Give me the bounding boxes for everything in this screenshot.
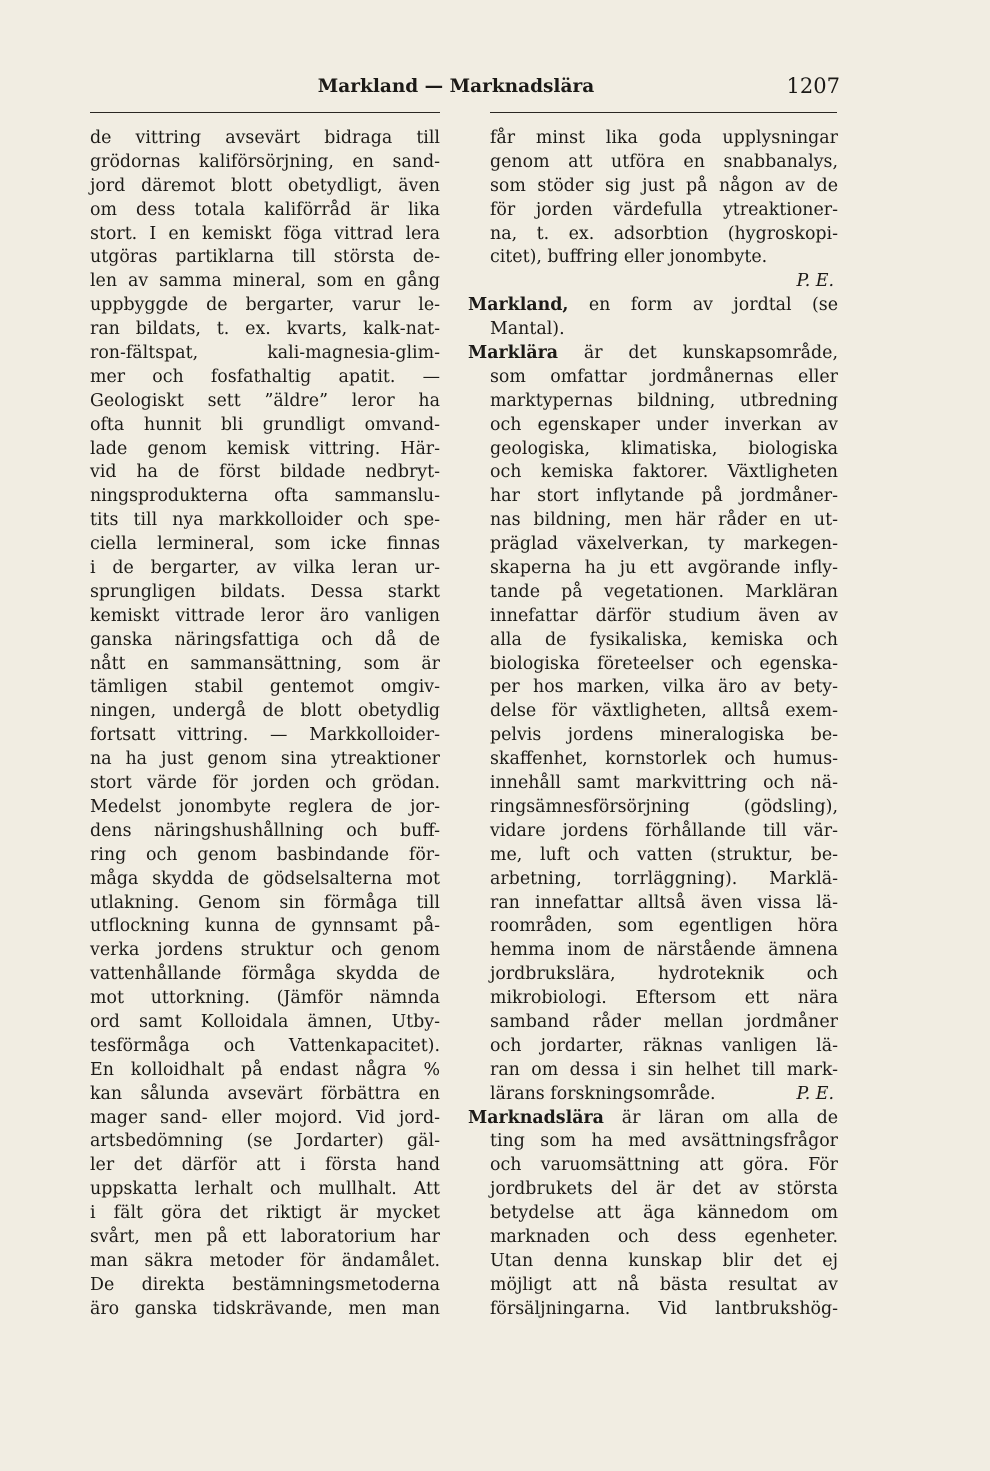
text-line: uppbyggde de bergarter, varur le-: [90, 295, 440, 316]
text-line: nas bildning, men här råder en ut-: [490, 510, 838, 531]
text-line: jord däremot blott obetydligt, även: [90, 175, 440, 196]
text-line: präglad växelverkan, ty markegen-: [490, 534, 838, 555]
text-line: utlakning. Genom sin förmåga till: [90, 892, 440, 913]
text-line: i fält göra det riktigt är mycket: [90, 1203, 440, 1224]
text-line: stort värde för jorden och grödan.: [90, 773, 440, 794]
text-line: har stort inflytande på jordmåner-: [490, 486, 838, 507]
text-line: delse för växtligheten, alltså exem-: [490, 701, 838, 722]
text-line: biologiska företeelser och egenska-: [490, 653, 838, 674]
text-line: ron-fältspat, kali-magnesia-glim-: [90, 343, 440, 364]
text-line: och kemiska faktorer. Växtligheten: [490, 462, 838, 483]
text-line: me, luft och vatten (struktur, be-: [490, 844, 838, 865]
text-line: som stöder sig just på någon av de: [490, 175, 838, 196]
text-line: dens näringshushållning och buff-: [90, 820, 440, 841]
text-line: fortsatt vittring. — Markkolloider-: [90, 725, 440, 746]
text-line: tande på vegetationen. Markläran: [490, 581, 838, 602]
text-line: och jordarter, räknas vanligen lä-: [490, 1035, 838, 1056]
text-line: ler det därför att i första hand: [90, 1155, 440, 1176]
text-line: i de bergarter, av vilka leran ur-: [90, 558, 440, 579]
entry-marklara: [468, 342, 838, 1107]
text-line: De direkta bestämningsmetoderna: [90, 1274, 440, 1295]
text-line: artsbedömning (se Jordarter) gäl-: [90, 1131, 440, 1152]
text-line: uppskatta lerhalt och mullhalt. Att: [90, 1179, 440, 1200]
entry-first-line: Marklära är det kunskapsområde,: [468, 343, 838, 364]
text-line: skaperna ha ju ett avgörande infly-: [490, 558, 838, 579]
text-line: och egenskaper under inverkan av: [490, 414, 838, 435]
text-line: skaffenhet, kornstorlek och humus-: [490, 749, 838, 770]
text-line: vidare jordens förhållande till vär-: [490, 820, 838, 841]
text-line: de vittring avsevärt bidraga till: [90, 128, 440, 148]
text-line: vattenhållande förmåga skydda de: [90, 964, 440, 985]
text-line: hemma inom de närstående ämnena: [490, 940, 838, 961]
headword-marklara: Marklära: [468, 343, 559, 364]
text-line: ran om dessa i sin helhet till mark-: [490, 1059, 838, 1080]
text-line: svårt, men på ett laboratorium har: [90, 1226, 440, 1247]
running-header: Markland — Marknadslära: [317, 76, 595, 97]
text-line: citet), buffring eller jonombyte.: [490, 247, 768, 268]
text-line: försäljningarna. Vid lantbrukshög-: [490, 1298, 838, 1319]
text-line: måga skydda de gödselsalterna mot: [90, 868, 440, 889]
text-line: ran bildats, t. ex. kvarts, kalk-nat-: [90, 319, 440, 340]
text-line: pelvis jordens mineralogiska be-: [490, 725, 838, 746]
text-line: na ha just genom sina ytreaktioner: [90, 749, 440, 770]
text-line: möjligt att nå bästa resultat av: [490, 1274, 838, 1295]
text-line: ord samt Kolloidala ämnen, Utby-: [90, 1011, 440, 1032]
text-line: marknaden och dess egenheter.: [490, 1226, 838, 1247]
text-line: len av samma mineral, som en gång: [90, 271, 440, 292]
text-line: får minst lika goda upplysningar: [490, 128, 838, 148]
text-line: mot uttorkning. (Jämför nämnda: [90, 988, 440, 1009]
text-line: nått en sammansättning, som är: [90, 653, 440, 674]
text-line: En kolloidhalt på endast några %: [90, 1059, 440, 1080]
text-line: mikrobiologi. Eftersom ett nära: [490, 988, 838, 1009]
text-line: ran innefattar alltså även vissa lä-: [490, 892, 838, 913]
text-line: för jorden värdefulla ytreaktioner-: [490, 199, 838, 220]
text-line: ciella lermineral, som icke finnas: [90, 534, 440, 555]
text-line: ringsämnesförsörjning (gödsling),: [490, 796, 838, 817]
text-line: ring och genom basbindande för-: [90, 844, 440, 865]
header-rule-right: [490, 112, 837, 113]
text-line: som omfattar jordmånernas eller: [490, 366, 838, 387]
right-column: [468, 127, 838, 1322]
text-line: tämligen stabil gentemot omgiv-: [90, 677, 440, 698]
text-line: man säkra metoder för ändamålet.: [90, 1250, 440, 1271]
text-line: tesförmåga och Vattenkapacitet).: [90, 1035, 440, 1056]
text-line: ningen, undergå de blott obetydlig: [90, 701, 440, 722]
text-line: äro ganska tidskrävande, men man: [90, 1298, 440, 1319]
text-line: verka jordens struktur och genom: [90, 940, 440, 961]
text-line: tits till nya markkolloider och spe-: [90, 510, 440, 531]
text-line: mager sand- eller mojord. Vid jord-: [90, 1107, 440, 1128]
text-line: samband råder mellan jordmåner: [490, 1011, 838, 1032]
text-line: om dess totala kaliförråd är lika: [90, 199, 440, 220]
text-line: ofta hunnit bli grundligt omvand-: [90, 414, 440, 435]
text-line: kan sålunda avsevärt förbättra en: [90, 1083, 440, 1104]
text-line: och varuomsättning att göra. För: [490, 1155, 838, 1176]
text-line: ting som ha med avsättningsfrågor: [490, 1131, 838, 1152]
entry-last-line: lärans forskningsområde. P. E.: [468, 1083, 838, 1107]
left-column: [90, 127, 440, 1322]
entry-signature: P. E.: [796, 1083, 834, 1104]
text-line: stort. I en kemiskt föga vittrad lera: [90, 223, 440, 244]
page-number: 1207: [786, 74, 840, 98]
text-line: utflockning kunna de gynnsamt på-: [90, 916, 440, 937]
text-line: lade genom kemisk vittring. Här-: [90, 438, 440, 459]
text-line: roområden, som egentligen höra: [490, 916, 838, 937]
entry-marknadslara: [468, 1107, 838, 1322]
text-line: grödornas kaliförsörjning, en sand-: [90, 151, 440, 172]
text-line: marktypernas bildning, utbredning: [490, 390, 838, 411]
text-line: geologiska, klimatiska, biologiska: [490, 438, 838, 459]
text-line: jordbrukslära, hydroteknik och: [490, 964, 838, 985]
text-line: na, t. ex. adsorbtion (hygroskopi-: [490, 223, 838, 244]
text-line: Geologiskt sett ”äldre” leror ha: [90, 390, 440, 411]
text-line: innehåll samt markvittring och nä-: [490, 773, 838, 794]
headword-markland: Markland,: [468, 295, 569, 316]
text-line: ganska näringsfattiga och då de: [90, 629, 440, 650]
continued-entry-text: [468, 127, 838, 270]
text-line: per hos marken, vilka äro av bety-: [490, 677, 838, 698]
entry-first-line: Markland, en form av jordtal (se: [468, 295, 838, 316]
header-rule-left: [90, 112, 440, 113]
text-line: Utan denna kunskap blir det ej: [490, 1250, 838, 1271]
intro-signature: P. E.: [796, 271, 834, 292]
text-line: ningsprodukterna ofta sammanslu-: [90, 486, 440, 507]
text-line: betydelse att äga kännedom om: [490, 1203, 838, 1224]
text-line: mer och fosfathaltig apatit. —: [90, 366, 440, 387]
text-line: utgöras partiklarna till största de-: [90, 247, 440, 268]
text-line: kemiskt vittrade leror äro vanligen: [90, 605, 440, 626]
text-line: vid ha de först bildade nedbryt-: [90, 462, 440, 483]
text-line: arbetning, torrläggning). Marklä-: [490, 868, 838, 889]
text-line: sprungligen bildats. Dessa starkt: [90, 581, 440, 602]
text-line: Medelst jonombyte reglera de jor-: [90, 796, 440, 817]
text-line: jordbrukets del är det av största: [490, 1179, 838, 1200]
text-line: innefattar därför studium även av: [490, 605, 838, 626]
entry-first-line: Marknadslära är läran om alla de: [468, 1107, 838, 1128]
entry-markland: [468, 294, 838, 342]
headword-marknadslara: Marknadslära: [468, 1107, 604, 1128]
text-line: alla de fysikaliska, kemiska och: [490, 629, 838, 650]
text-line: Mantal).: [490, 319, 565, 340]
text-line: genom att utföra en snabbanalys,: [490, 151, 838, 172]
